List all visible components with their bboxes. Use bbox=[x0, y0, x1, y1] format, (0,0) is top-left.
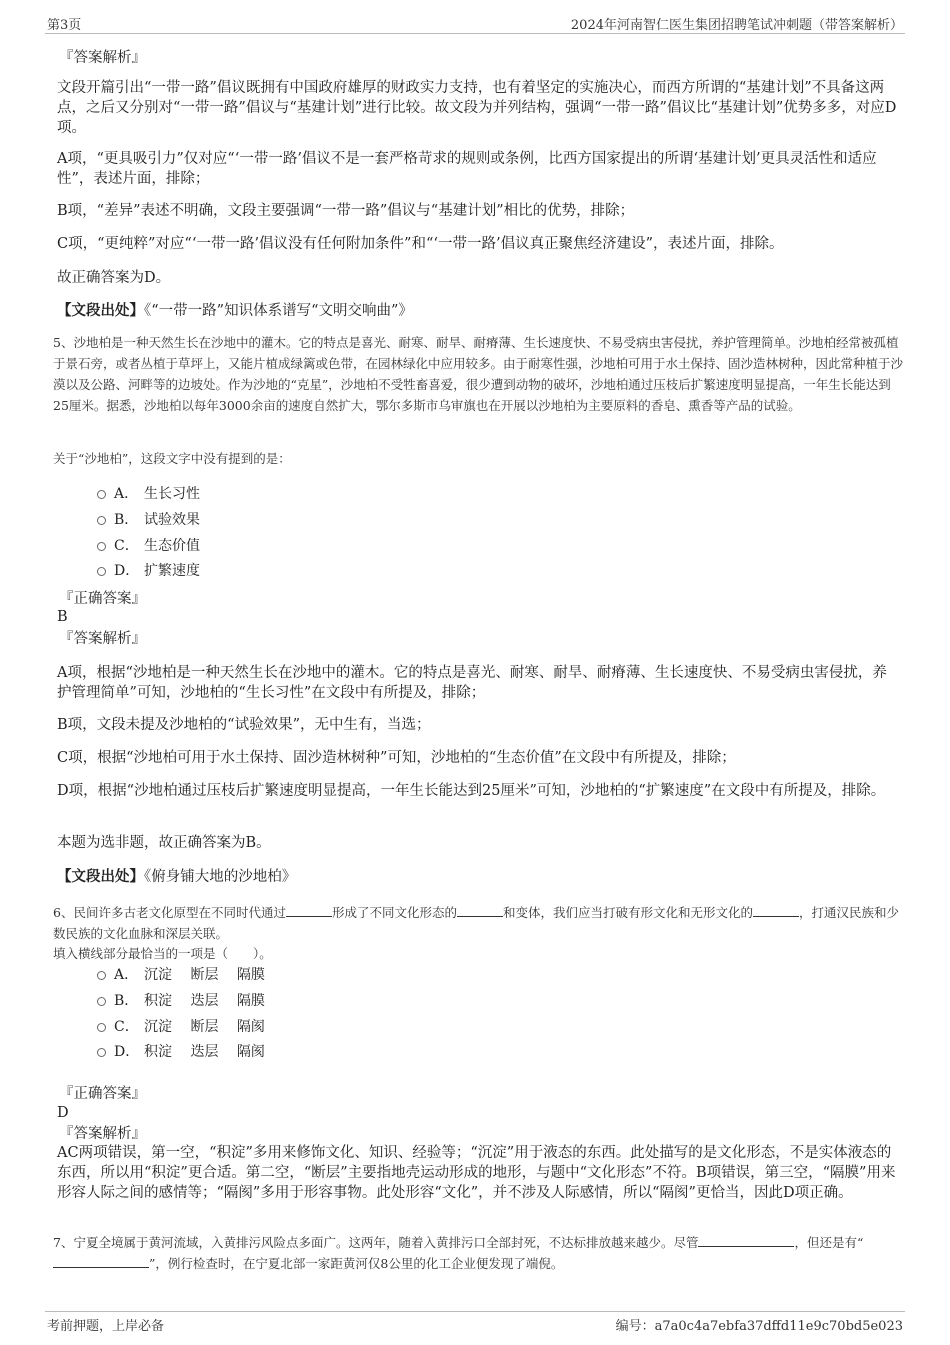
radio-icon[interactable] bbox=[97, 971, 106, 980]
radio-icon[interactable] bbox=[97, 490, 106, 499]
q4-analysis-label: 『答案解析』 bbox=[59, 50, 146, 66]
q4-analysis-p3: B项，“差异”表述不明确，文段主要强调“一带一路”倡议与“基建计划”相比的优势，排除； bbox=[57, 203, 635, 219]
q6-question: 填入横线部分最恰当的一项是（ ）。 bbox=[53, 946, 272, 961]
q5-analysis-d: D项，根据“沙地柏通过压枝后扩繁速度明显提高，一年生长能达到25厘米”可知，沙地柏的“扩繁速度”在文段中有所提及，排除。 bbox=[57, 783, 886, 799]
q4-analysis-p1: 文段开篇引出“一带一路”倡议既拥有中国政府雄厚的财政实力支持，也有着坚定的实施决心，而西方所谓的“基建计划”不具备这两点，之后又分别对“一带一路”倡议与“基建计划”进行比较。故文段为并列结构，强调“一带一路”倡议比“基建计划”优势多多，对应D项。 bbox=[57, 80, 897, 136]
q6-option-c[interactable]: C． 沉淀 断层 隔阂 bbox=[97, 1017, 265, 1037]
q5-source bbox=[57, 867, 897, 887]
radio-icon[interactable] bbox=[97, 1048, 106, 1057]
q5-analysis-a: A项，根据“沙地柏是一种天然生长在沙地中的灌木。它的特点是喜光、耐寒、耐旱、耐瘠薄、生长速度快、不易受病虫害侵扰，养护管理简单”可知，沙地柏的“生长习性”在文段中有所提及，排除； bbox=[57, 665, 887, 701]
q5-option-d[interactable]: D． 扩繁速度 bbox=[97, 561, 200, 581]
blank-line bbox=[457, 905, 503, 917]
footer-slogan: 考前押题，上岸必备 bbox=[47, 1319, 165, 1334]
q4-source-text: 《“一带一路”知识体系谱写“文明交响曲”》 bbox=[144, 303, 413, 319]
q6-stem: 6、民间许多古老文化原型在不同时代通过 形成了不同文化形态的 和变体，我们应当打破有形文化和无形文化的 ，打通汉民族和少数民族的文化血脉和深层关联。 bbox=[53, 905, 900, 941]
q5-question: 关于“沙地柏”，这段文字中没有提到的是： bbox=[53, 451, 291, 466]
q5-source-text: 《俯身铺大地的沙地柏》 bbox=[144, 869, 297, 885]
q6-analysis: AC两项错误，第一空，“积淀”多用来修饰文化、知识、经验等；“沉淀”用于液态的东西。此处描写的是文化形态，不是实体液态的东西，所以用“积淀”更合适。第二空，“断层”主要指地壳运动形成的地形，与题中“文化形态”不符。B项错误，第三空，“隔膜”用来形容人际之间的感情等；“隔阂”多用于形容事物。此处形容“文化”，并不涉及人际感情，所以“隔阂”更恰当，因此D项正确。 bbox=[57, 1145, 896, 1201]
blank-line bbox=[698, 1235, 794, 1247]
q5-option-b[interactable]: B． 试验效果 bbox=[97, 510, 200, 530]
blank-line bbox=[286, 905, 332, 917]
q5-option-c[interactable]: C． 生态价值 bbox=[97, 536, 200, 556]
q7-stem: 7、宁夏全境属于黄河流域，入黄排污风险点多面广。这两年，随着入黄排污口全部封死，不达标排放越来越少。尽管 ，但还是有“”，例行检查时，在宁夏北部一家距黄河仅8公里的化工企业便发现了端倪。 bbox=[53, 1235, 864, 1271]
q5-stem: 5、沙地柏是一种天然生长在沙地中的灌木。它的特点是喜光、耐寒、耐旱、耐瘠薄、生长速度快、不易受病虫害侵扰，养护管理简单。沙地柏经常被孤植于景石旁，或者丛植于草坪上，又能片植成绿篱或色带，在园林绿化中应用较多。由于耐寒性强，沙地柏可用于水土保持、固沙造林树种，因此常种植于沙漠以及公路、河畔等的边坡处。作为沙地的“克星”，沙地柏不受牲畜喜爱，很少遭到动物的破坏，沙地柏通过压枝后扩繁速度明显提高，一年生长能达到25厘米。据悉，沙地柏以每年3000余亩的速度自然扩大，鄂尔多斯市乌审旗也在开展以沙地柏为主要原料的香皂、熏香等产品的试验。 bbox=[53, 335, 904, 413]
page-header bbox=[45, 12, 905, 34]
q6-option-b[interactable]: B． 积淀 迭层 隔膜 bbox=[97, 991, 265, 1011]
q4-source bbox=[57, 301, 897, 321]
q4-source-label: 【文段出处】 bbox=[57, 302, 144, 319]
q5-source-label: 【文段出处】 bbox=[57, 868, 144, 885]
q5-answer: B bbox=[57, 609, 68, 625]
q4-analysis-p2: A项，“更具吸引力”仅对应“‘一带一路’倡议不是一套严格苛求的规则或条例，比西方国家提出的所谓‘基建计划’更具灵活性和适应性”，表述片面，排除； bbox=[57, 151, 877, 187]
q4-conclusion: 故正确答案为D。 bbox=[57, 270, 171, 286]
q5-analysis-c: C项，根据“沙地柏可用于水土保持、固沙造林树种”可知，沙地柏的“生态价值”在文段中有所提及，排除； bbox=[57, 750, 736, 766]
q6-answer-label: 『正确答案』 bbox=[59, 1086, 146, 1102]
radio-icon[interactable] bbox=[97, 516, 106, 525]
radio-icon[interactable] bbox=[97, 1023, 106, 1032]
radio-icon[interactable] bbox=[97, 542, 106, 551]
page-footer bbox=[45, 1311, 905, 1333]
q5-analysis-label: 『答案解析』 bbox=[59, 631, 146, 647]
q5-analysis-b: B项，文段未提及沙地柏的“试验效果”，无中生有，当选； bbox=[57, 717, 431, 733]
q6-option-d[interactable]: D． 积淀 迭层 隔阂 bbox=[97, 1042, 265, 1062]
q5-conclusion: 本题为选非题，故正确答案为B。 bbox=[57, 835, 271, 851]
q4-analysis-p4: C项，“更纯粹”对应“‘一带一路’倡议没有任何附加条件”和“‘一带一路’倡议真正聚焦经济建设”，表述片面，排除。 bbox=[57, 236, 784, 252]
blank-line bbox=[53, 1256, 149, 1268]
q5-answer-label: 『正确答案』 bbox=[59, 591, 146, 607]
q6-analysis-label: 『答案解析』 bbox=[59, 1126, 146, 1142]
page-number: 第3页 bbox=[47, 18, 82, 33]
q5-option-a[interactable]: A． 生长习性 bbox=[97, 484, 200, 504]
radio-icon[interactable] bbox=[97, 567, 106, 576]
blank-line bbox=[753, 905, 799, 917]
q6-answer: D bbox=[57, 1105, 69, 1121]
document-title: 2024年河南智仁医生集团招聘笔试冲刺题（带答案解析） bbox=[570, 18, 903, 33]
document-id: 编号：a7a0c4a7ebfa37dffd11e9c70bd5e023 bbox=[615, 1319, 903, 1334]
q6-option-a[interactable]: A． 沉淀 断层 隔膜 bbox=[97, 965, 265, 985]
radio-icon[interactable] bbox=[97, 997, 106, 1006]
